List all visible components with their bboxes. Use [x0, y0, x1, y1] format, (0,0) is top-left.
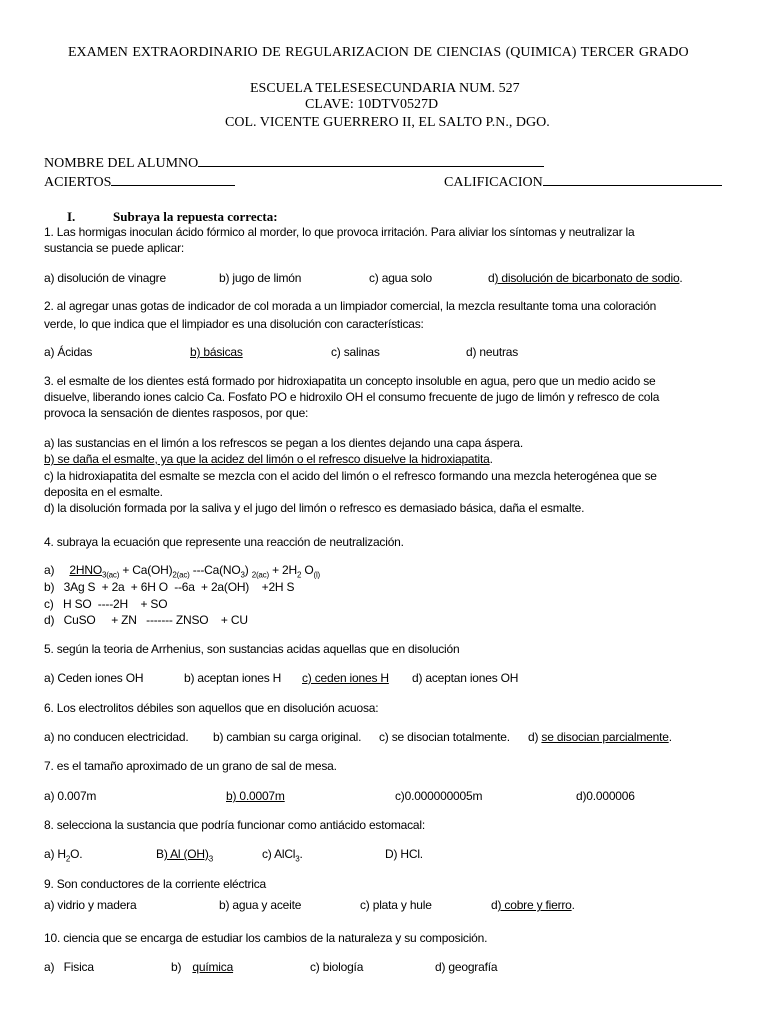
q1-stem-line1: 1. Las hormigas inoculan ácido fórmico al morder, lo que provoca irritación. Para aliviar los síntomas y neutralizar la: [44, 225, 635, 239]
q8-option-b-answer: ) Al (OH): [163, 847, 209, 861]
q4-option-d: d) CuSO + ZN ------- ZNSO + CU: [44, 613, 248, 627]
q4-eq-sub2: 2(ac): [172, 570, 190, 580]
q7-option-d: d)0.000006: [576, 789, 635, 803]
q5-option-c-answer: c) ceden iones H: [302, 671, 389, 685]
q2-option-d: d) neutras: [466, 345, 519, 359]
q4-eq-part1: 2HNO: [69, 563, 102, 577]
q6-option-d-answer: se disocian parcialmente: [541, 730, 669, 744]
q9-option-d-suffix: .: [571, 898, 575, 912]
q8-option-a: [44, 847, 83, 864]
q4-eq-part5: + 2H: [268, 563, 297, 577]
q7-option-b-answer: b) 0.0007m: [226, 789, 285, 803]
q4-option-a: [44, 563, 321, 580]
school-name: ESCUELA TELESESECUNDARIA NUM. 527: [250, 81, 520, 96]
q1-option-a: a) disolución de vinagre: [44, 271, 166, 285]
student-name-blank: [198, 155, 544, 167]
section-number: I.: [67, 209, 76, 224]
q3-stem-line2: disuelve, liberando iones calcio Ca. Fosfato PO e hidroxilo OH el consumo frecuente de jugo de limón y refresco de cola: [44, 390, 660, 404]
q10-option-d: d) geografía: [435, 960, 498, 974]
q7-stem: 7. es el tamaño aproximado de un grano de sal de mesa.: [44, 759, 337, 773]
q8-option-b: [156, 847, 213, 864]
q4-option-b: b) 3Ag S + 2a + 6H O --6a + 2a(OH) +2H S: [44, 580, 295, 594]
q8-option-c: [262, 847, 303, 864]
q8-option-a-text: a) H: [44, 847, 66, 861]
student-name-label: NOMBRE DEL ALUMNO: [44, 156, 199, 171]
q3-stem-line1: 3. el esmalte de los dientes está formado por hidroxiapatita un concepto insoluble en agua, pero que un medio acido se: [44, 374, 656, 388]
q10-stem: 10. ciencia que se encarga de estudiar los cambios de la naturaleza y su composición.: [44, 931, 488, 945]
q4-eq-sub3: 3: [240, 570, 245, 580]
q3-option-c-line1: c) la hidroxiapatita del esmalte se mezcla con el acido del limón o el refresco formando una mezcla heterogénea que se: [44, 469, 657, 483]
q8-option-c-sub: 3: [295, 854, 300, 864]
q4-eq-part3: ---Ca(NO: [189, 563, 241, 577]
q9-stem: 9. Son conductores de la corriente eléctrica: [44, 877, 266, 891]
q6-option-d-suffix: .: [668, 730, 672, 744]
q8-option-d: D) HCl.: [385, 847, 423, 861]
q5-stem: 5. según la teoria de Arrhenius, son sustancias acidas aquellas que en disolución: [44, 642, 460, 656]
grade-field: [444, 174, 722, 190]
q1-option-d-prefix: d: [488, 271, 495, 285]
q8-option-c-text: c) AlCl: [262, 847, 296, 861]
q2-option-c: c) salinas: [331, 345, 380, 359]
q4-option-c: c) H SO ----2H + SO: [44, 597, 168, 611]
q4-eq-part6: O: [301, 563, 314, 577]
q2-option-b-answer: b) básicas: [190, 345, 243, 359]
q6-stem: 6. Los electrolitos débiles son aquellos que en disolución acuosa:: [44, 701, 379, 715]
q3-option-b-answer: b) se daña el esmalte, ya que la acidez del limón o el refresco disuelve la hidroxiapatita: [44, 452, 490, 466]
score-blank: [111, 174, 235, 186]
q8-stem: 8. selecciona la sustancia que podría funcionar como antiácido estomacal:: [44, 818, 425, 832]
exam-title: EXAMEN EXTRAORDINARIO DE REGULARIZACION DE CIENCIAS (QUIMICA) TERCER GRADO: [68, 45, 689, 60]
q9-option-b: b) agua y aceite: [219, 898, 302, 912]
q8-option-a-text2: O.: [70, 847, 83, 861]
q3-stem-line3: provoca la sensación de dientes rasposos, por que:: [44, 406, 309, 420]
q1-option-d: [488, 272, 683, 284]
q4-option-a-equation: [69, 563, 321, 580]
q5-option-a: a) Ceden iones OH: [44, 671, 144, 685]
q9-option-d: [491, 899, 575, 911]
q4-eq-sub4: 2(ac): [251, 570, 269, 580]
q6-option-d: [528, 731, 672, 743]
q9-option-a: a) vidrio y madera: [44, 898, 137, 912]
q1-option-d-answer: ) disolución de bicarbonato de sodio: [494, 271, 680, 285]
student-name-field: [44, 155, 544, 171]
q10-option-b-answer: química: [192, 960, 234, 974]
q10-option-c: c) biología: [310, 960, 364, 974]
score-label: ACIERTOS: [44, 175, 112, 190]
q2-option-a: a) Ácidas: [44, 345, 93, 359]
q8-option-b-prefix: B: [156, 847, 164, 861]
q3-option-b-suffix: .: [489, 452, 493, 466]
q8-option-c-text2: .: [299, 847, 303, 861]
q10-option-a: a) Fisica: [44, 960, 94, 974]
q10-option-b: [171, 961, 233, 973]
q3-option-c-line2: deposita en el esmalte.: [44, 485, 163, 499]
q7-option-a: a) 0.007m: [44, 789, 97, 803]
q4-eq-sub5: 2: [296, 570, 302, 580]
q1-option-b: b) jugo de limón: [219, 271, 302, 285]
school-code: CLAVE: 10DTV0527D: [305, 97, 439, 112]
q3-option-d: d) la disolución formada por la saliva y el jugo del limón o refresco es demasiado básica, daña el esmalte.: [44, 501, 585, 515]
q7-option-c: c)0.000000005m: [395, 789, 483, 803]
q4-eq-part4: ): [244, 563, 252, 577]
school-address: COL. VICENTE GUERRERO II, EL SALTO P.N., DGO.: [225, 115, 550, 130]
q6-option-b: b) cambian su carga original.: [213, 730, 362, 744]
q3-option-b: [44, 453, 493, 465]
grade-blank: [543, 174, 722, 186]
q5-option-d: d) aceptan iones OH: [412, 671, 519, 685]
q8-option-b-sub: 3: [208, 854, 213, 864]
q9-option-d-answer: ) cobre y fierro: [497, 898, 572, 912]
q9-option-c: c) plata y hule: [360, 898, 432, 912]
q3-option-a: a) las sustancias en el limón a los refrescos se pegan a los dientes dejando una capa áspera.: [44, 436, 524, 450]
q4-eq-sub6: (l): [313, 570, 321, 580]
grade-label: CALIFICACION: [444, 175, 543, 190]
q8-option-a-sub: 2: [65, 854, 71, 864]
q2-stem-line2: verde, lo que indica que el limpiador es una disolución con características:: [44, 317, 424, 331]
section-title: Subraya la repuesta correcta:: [113, 209, 278, 224]
q4-eq-part2: + Ca(OH): [119, 563, 173, 577]
q1-option-d-suffix: .: [679, 271, 683, 285]
q4-stem: 4. subraya la ecuación que represente una reacción de neutralización.: [44, 535, 404, 549]
q1-option-c: c) agua solo: [369, 271, 432, 285]
score-field: [44, 174, 235, 190]
q6-option-c: c) se disocian totalmente.: [379, 730, 510, 744]
q2-stem-line1: 2. al agregar unas gotas de indicador de col morada a un limpiador comercial, la mezcla resultante toma una coloración: [44, 299, 657, 313]
q6-option-d-prefix: d): [528, 730, 539, 744]
q4-eq-sub1: 3(ac): [101, 570, 120, 580]
q6-option-a: a) no conducen electricidad.: [44, 730, 189, 744]
q10-option-b-prefix: b): [171, 960, 182, 974]
q9-option-d-prefix: d: [491, 898, 498, 912]
q1-stem-line2: sustancia se puede aplicar:: [44, 241, 185, 255]
q4-option-a-label: a): [44, 563, 55, 577]
q5-option-b: b) aceptan iones H: [184, 671, 282, 685]
